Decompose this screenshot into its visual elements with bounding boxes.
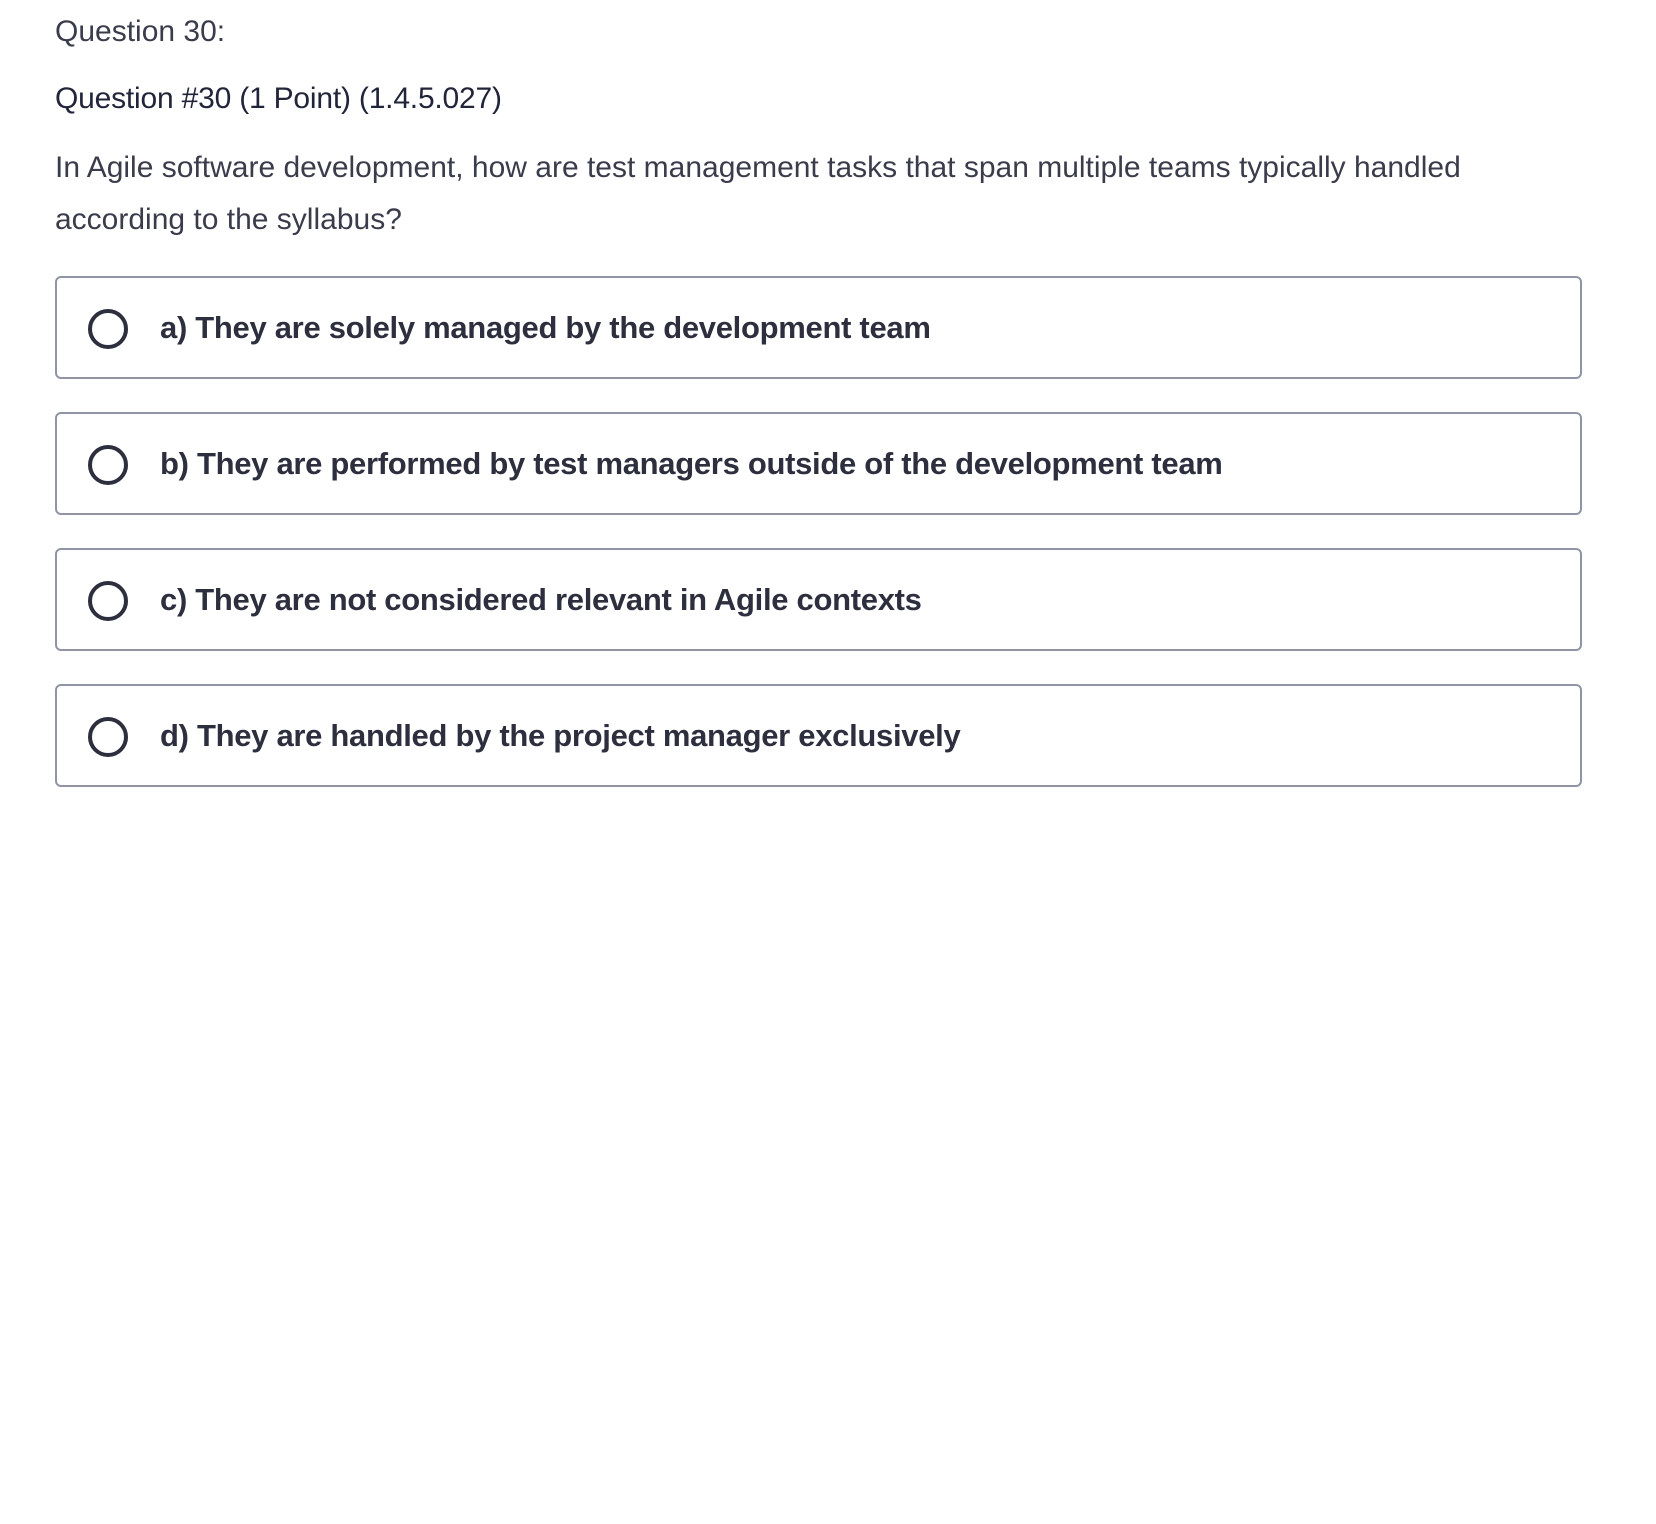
radio-unchecked-icon[interactable] (88, 717, 128, 757)
answer-option-b[interactable] (55, 412, 1582, 515)
answer-option-label: d) They are handled by the project manager exclusively (160, 718, 961, 753)
question-title: Question #30 (1 Point) (1.4.5.027) (55, 82, 502, 115)
answer-option-d[interactable] (55, 684, 1582, 787)
radio-unchecked-icon[interactable] (88, 445, 128, 485)
answer-option-label: a) They are solely managed by the development team (160, 310, 931, 345)
answer-option-c[interactable] (55, 548, 1582, 651)
question-number-label: Question 30: (55, 15, 226, 48)
radio-unchecked-icon[interactable] (88, 309, 128, 349)
answer-option-a[interactable] (55, 276, 1582, 379)
answer-option-label: c) They are not considered relevant in Agile contexts (160, 582, 922, 617)
question-text: In Agile software development, how are test management tasks that span multiple teams typically handled according to the syllabus? (55, 151, 1461, 236)
radio-unchecked-icon[interactable] (88, 581, 128, 621)
answer-option-label: b) They are performed by test managers outside of the development team (160, 446, 1223, 481)
